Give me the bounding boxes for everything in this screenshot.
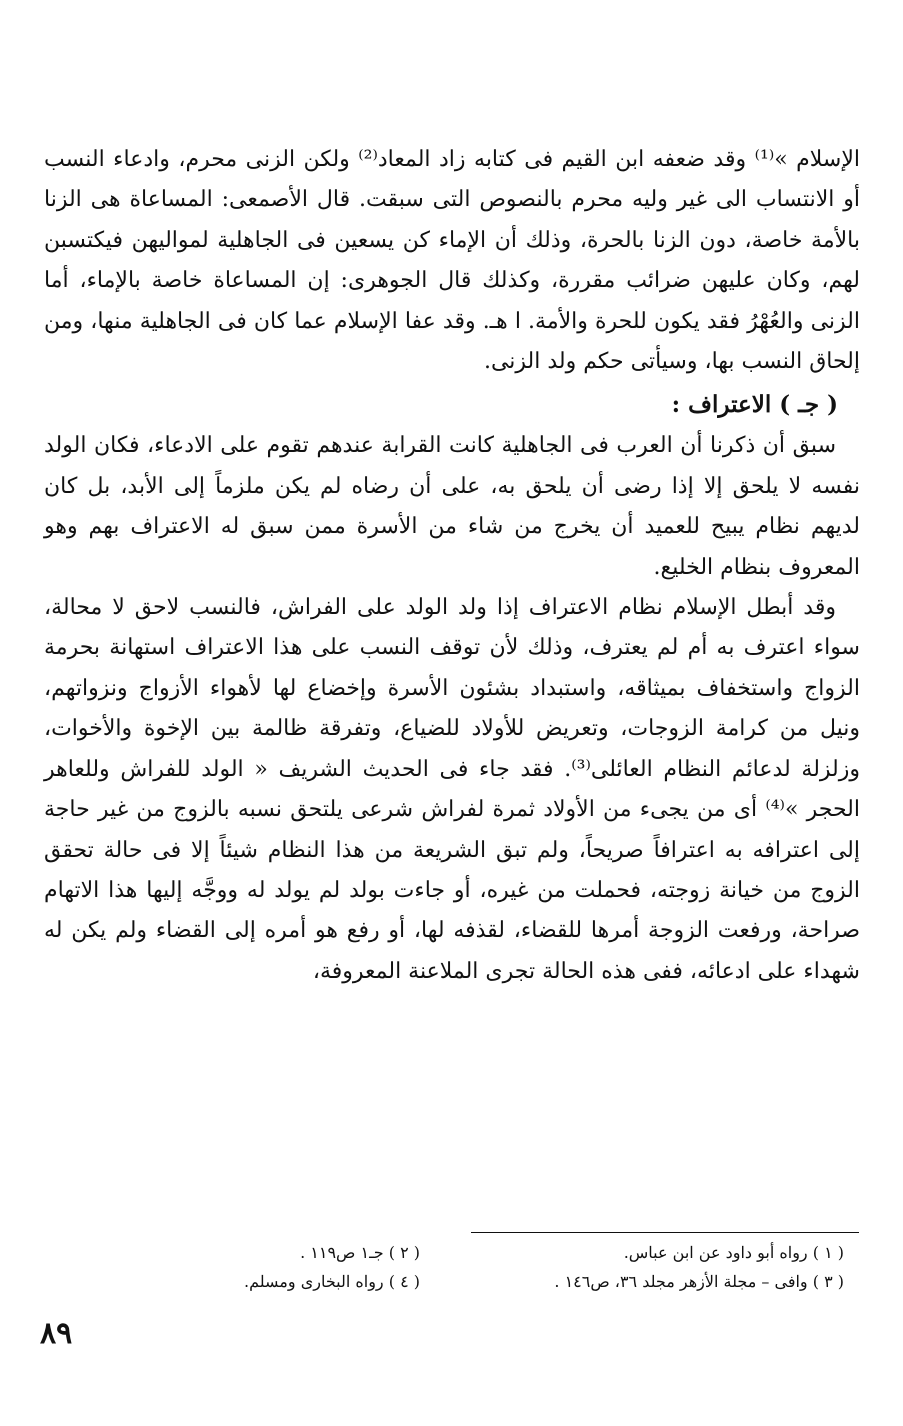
- footnote-2: ( ٢ ) جـ١ ص١١٩ .: [300, 1243, 420, 1262]
- footnote-divider: [471, 1232, 859, 1233]
- paragraph-islam-ruling: وقد أبطل الإسلام نظام الاعتراف إذا ولد الولد على الفراش، فالنسب لاحق لا محالة، سواء اعترف به أم لم يعترف، وذلك لأن توقف النسب على هذا الاعتراف استهانة بحرمة الزواج واستخفاف بميثاقه، واستبداد بشئون الأسرة وإخضاع لها لأهواء الأزواج ونزواتهم، ونيل من كرامة الزوجات، وتعريض للأولاد للضياع، وتفرقة ظالمة بين الإخوة والأخوات، وزلزلة لدعائم النظام العائلى⁽³⁾. فقد جاء فى الحديث الشريف « الولد للفراش وللعاهر الحجر »⁽⁴⁾ أى من يجىء من الأولاد ثمرة لفراش شرعى يلتحق نسبه بالزوج من غير حاجة إلى اعترافه به اعترافاً صريحاً، ولم تبق الشريعة من هذا النظام شيئاً إلا فى حالة تحقق الزوج من خيانة زوجته، فحملت من غيره، أو جاءت بولد لم يولد له ووجَّه إليها هذا الاتهام صراحة، ورفعت الزوجة أمرها للقضاء، لقذفه لها، أو رفع هو أمره إلى القضاء ولم يكن له شهداء على ادعائه، ففى هذه الحالة تجرى الملاعنة المعروفة،: [44, 595, 860, 984]
- footnote-row-2: [44, 1267, 860, 1296]
- footnotes: [44, 1238, 860, 1296]
- page-number: ٨٩: [40, 1316, 73, 1351]
- page-body: [44, 140, 860, 992]
- paragraph-recognition-history: سبق أن ذكرنا أن العرب فى الجاهلية كانت القرابة عندهم تقوم على الادعاء، فكان الولد نفسه لا يلحق إلا إذا رضى أن يلحق به، على أن رضاه لم يكن ملزماً إلى الأبد، بل كان لديهم نظام يبيح للعميد أن يخرج من شاء من الأسرة ممن سبق له الاعتراف بهم وهو المعروف بنظام الخليع.: [44, 433, 860, 580]
- footnote-3: ( ٣ ) وافى – مجلة الأزهر مجلد ٣٦، ص١٤٦ .: [554, 1272, 844, 1291]
- footnote-row-1: [44, 1238, 860, 1267]
- footnote-1: ( ١ ) رواه أبو داود عن ابن عباس.: [623, 1243, 844, 1262]
- paragraph-intro: الإسلام »⁽¹⁾ وقد ضعفه ابن القيم فى كتابه زاد المعاد⁽²⁾ ولكن الزنى محرم، وادعاء النسب أو الانتساب الى غير وليه محرم بالنصوص التى سبقت. قال الأصمعى: المساعاة هى الزنا بالأمة خاصة، دون الزنا بالحرة، وذلك أن الإماء كن يسعين فى الجاهلية لمواليهن فيكتسبن لهم، وكان عليهن ضرائب مقررة، وكذلك قال الجوهرى: إن المساعاة خاصة بالإماء، أما الزنى والعُهْرُ فقد يكون للحرة والأمة. ا هـ. وقد عفا الإسلام عما كان فى الجاهلية منها، ومن إلحاق النسب بها، وسيأتى حكم ولد الزنى.: [44, 147, 860, 375]
- footnote-4: ( ٤ ) رواه البخارى ومسلم.: [244, 1272, 420, 1291]
- section-heading: ( جـ ) الاعتراف :: [671, 391, 838, 419]
